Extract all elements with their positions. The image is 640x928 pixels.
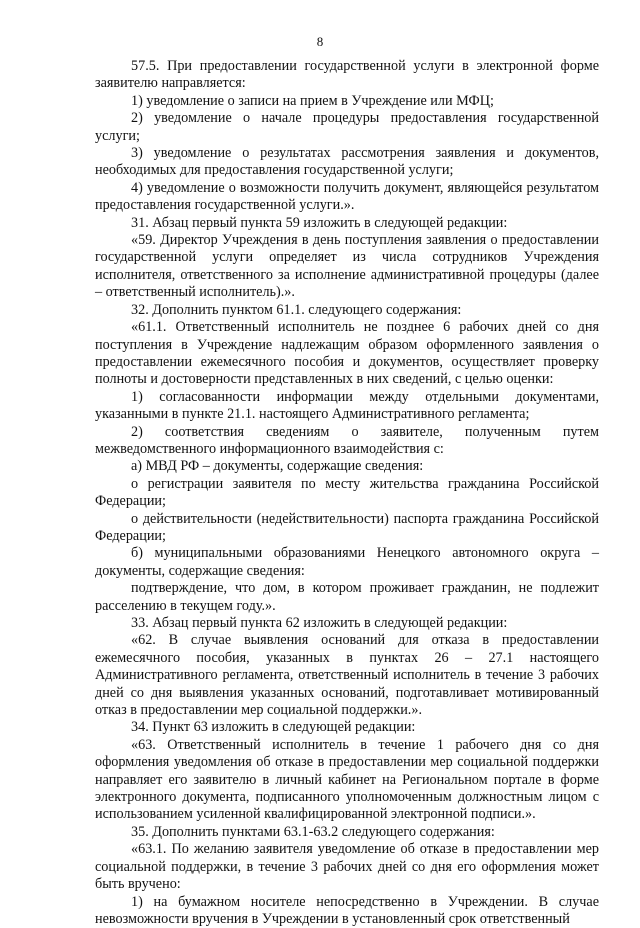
list-item: 2) уведомление о начале процедуры предоставления государственной услуги; <box>95 110 599 145</box>
list-item: б) муниципальными образованиями Ненецкого автономного округа – документы, содержащие сведения: <box>95 545 599 580</box>
list-item: 1) согласованности информации между отдельными документами, указанными в пункте 21.1. настоящего Административного регламента; <box>95 389 599 424</box>
amendment-31: 31. Абзац первый пункта 59 изложить в следующей редакции: <box>95 215 599 232</box>
paragraph-57-5: 57.5. При предоставлении государственной услуги в электронной форме заявителю направляется: <box>95 58 599 93</box>
paragraph-59: «59. Директор Учреждения в день поступления заявления о предоставлении государственной услуги определяет из числа сотрудников Учреждения исполнителя, ответственного за исполнение административной процедуры (далее – ответственный исполнитель).». <box>95 232 599 302</box>
amendment-34: 34. Пункт 63 изложить в следующей редакции: <box>95 719 599 736</box>
list-item: а) МВД РФ – документы, содержащие сведения: <box>95 458 599 475</box>
document-body <box>95 58 599 928</box>
paragraph-63-1: «63.1. По желанию заявителя уведомление об отказе в предоставлении мер социальной поддержки, в течение 3 рабочих дней со дня его оформления может быть вручено: <box>95 841 599 893</box>
list-item: подтверждение, что дом, в котором проживает гражданин, не подлежит расселению в текущем году.». <box>95 580 599 615</box>
paragraph-61-1: «61.1. Ответственный исполнитель не позднее 6 рабочих дней со дня поступления в Учреждение надлежащим образом оформленного заявления о предоставлении ежемесячного пособия и документов, осуществляет проверку полноты и достоверности представленных в них сведений, с целью оценки: <box>95 319 599 389</box>
list-item: о регистрации заявителя по месту жительства гражданина Российской Федерации; <box>95 476 599 511</box>
list-item: 2) соответствия сведениям о заявителе, полученным путем межведомственного информационного взаимодействия с: <box>95 424 599 459</box>
paragraph-62: «62. В случае выявления оснований для отказа в предоставлении ежемесячного пособия, указанных в пунктах 26 – 27.1 настоящего Административного регламента, ответственный исполнитель в течение 3 рабочих дней со дня выявления указанных оснований, подготавливает мотивированный отказ в предоставлении мер социальной поддержки.». <box>95 632 599 719</box>
paragraph-63: «63. Ответственный исполнитель в течение 1 рабочего дня со дня оформления уведомления об отказе в предоставлении мер социальной поддержки направляет его заявителю в личный кабинет на Региональном портале в форме электронного документа, подписанного уполномоченным должностным лицом с использованием усиленной квалифицированной электронной подписи.». <box>95 737 599 824</box>
list-item: 4) уведомление о возможности получить документ, являющейся результатом предоставления государственной услуги.». <box>95 180 599 215</box>
list-item: о действительности (недействительности) паспорта гражданина Российской Федерации; <box>95 511 599 546</box>
list-item: 1) на бумажном носителе непосредственно в Учреждении. В случае невозможности вручения в Учреждении в установленный срок ответственный <box>95 894 599 928</box>
amendment-32: 32. Дополнить пунктом 61.1. следующего содержания: <box>95 302 599 319</box>
page-number: 8 <box>0 34 640 50</box>
list-item: 3) уведомление о результатах рассмотрения заявления и документов, необходимых для предоставления государственной услуги; <box>95 145 599 180</box>
amendment-35: 35. Дополнить пунктами 63.1-63.2 следующего содержания: <box>95 824 599 841</box>
list-item: 1) уведомление о записи на прием в Учреждение или МФЦ; <box>95 93 599 110</box>
amendment-33: 33. Абзац первый пункта 62 изложить в следующей редакции: <box>95 615 599 632</box>
